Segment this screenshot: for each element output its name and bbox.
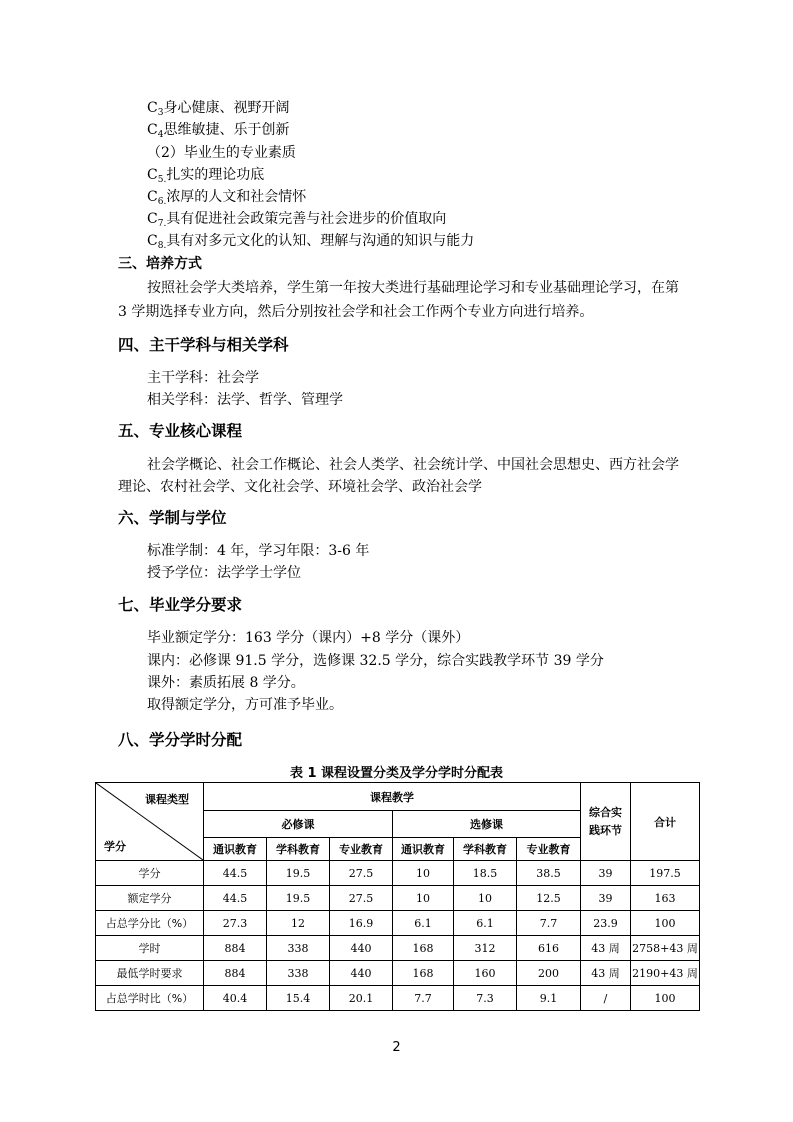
corner-top-label: 课程类型 [145, 793, 189, 806]
goal-item: $C_4$思维敏捷、乐于创新 [147, 122, 290, 140]
table-caption: 表 1 课程设置分类及学分学时分配表 [289, 766, 504, 781]
table-cell: 39 [581, 861, 631, 886]
table-cell: 884 [204, 936, 267, 961]
table-cell: 43 周 [581, 961, 631, 986]
table-cell: 338 [267, 961, 330, 986]
table-cell: 20.1 [330, 986, 393, 1011]
row-label: 学时 [96, 936, 204, 961]
table-cell: 12 [267, 911, 330, 936]
table-cell: 2190+43 周 [631, 961, 700, 986]
table-row [96, 936, 700, 961]
table-cell: 10 [393, 861, 454, 886]
section-7-line: 课外：素质拓展 8 学分。 [147, 675, 305, 691]
section-8-title: 八、学分学时分配 [118, 731, 243, 749]
credit-hour-table [95, 782, 700, 1011]
table-cell: 6.1 [393, 911, 454, 936]
table-cell: 7.7 [517, 911, 581, 936]
course-teaching-header: 课程教学 [204, 783, 581, 811]
table-cell: 100 [631, 911, 700, 936]
practice-header: 综合实践环节 [581, 783, 631, 861]
subheader-cell: 专业教育 [330, 838, 393, 861]
table-cell: 44.5 [204, 861, 267, 886]
table-cell: 9.1 [517, 986, 581, 1011]
table-cell: 27.5 [330, 861, 393, 886]
page-number: 2 [392, 1040, 401, 1055]
table-cell: 884 [204, 961, 267, 986]
table-cell: 440 [330, 936, 393, 961]
table-row [96, 911, 700, 936]
table-cell: 43 周 [581, 936, 631, 961]
table-row [96, 886, 700, 911]
section-5-paragraph: 社会学概论、社会工作概论、社会人类学、社会统计学、中国社会思想史、西方社会学 [147, 457, 679, 473]
section-3-title: 三、培养方式 [118, 256, 202, 272]
row-label: 学分 [96, 861, 204, 886]
section-7-line: 毕业额定学分：163 学分（课内）+8 学分（课外） [147, 630, 470, 646]
table-cell: 440 [330, 961, 393, 986]
table-cell: 200 [517, 961, 581, 986]
table-row [96, 861, 700, 886]
section-4-line: 相关学科：法学、哲学、管理学 [147, 392, 343, 408]
subheader-cell: 学科教育 [267, 838, 330, 861]
table-row [96, 961, 700, 986]
table-cell: 38.5 [517, 861, 581, 886]
table-corner-cell [96, 783, 204, 861]
goal-item: $C_{8.}$具有对多元文化的认知、理解与沟通的知识与能力 [147, 233, 475, 251]
corner-bottom-label: 学分 [104, 840, 126, 853]
table-cell: 312 [454, 936, 517, 961]
required-header: 必修课 [204, 811, 393, 838]
goal-item: $C_{5.}$扎实的理论功底 [147, 167, 265, 185]
section-7-title: 七、毕业学分要求 [118, 596, 243, 614]
table-cell: 6.1 [454, 911, 517, 936]
table-cell: 15.4 [267, 986, 330, 1011]
table-header-row [96, 783, 700, 811]
table-cell: / [581, 986, 631, 1011]
table-cell: 168 [393, 961, 454, 986]
table-cell: 160 [454, 961, 517, 986]
table-cell: 7.7 [393, 986, 454, 1011]
section-7-line: 取得额定学分，方可准予毕业。 [147, 697, 343, 713]
goal-subheading: （2）毕业生的专业素质 [147, 145, 296, 161]
subheader-cell: 学科教育 [454, 838, 517, 861]
section-4-title: 四、主干学科与相关学科 [118, 336, 289, 354]
table-cell: 23.9 [581, 911, 631, 936]
section-6-title: 六、学制与学位 [118, 509, 227, 527]
table-cell: 39 [581, 886, 631, 911]
total-header: 合计 [631, 783, 700, 861]
section-3-paragraph: 3 学期选择专业方向，然后分别按社会学和社会工作两个专业方向进行培养。 [118, 304, 594, 320]
goal-item: $C_3$身心健康、视野开阔 [147, 100, 290, 118]
subheader-cell: 通识教育 [393, 838, 454, 861]
table-cell: 40.4 [204, 986, 267, 1011]
table-row [96, 986, 700, 1011]
table-cell: 338 [267, 936, 330, 961]
table-cell: 19.5 [267, 886, 330, 911]
table-cell: 2758+43 周 [631, 936, 700, 961]
row-label: 最低学时要求 [96, 961, 204, 986]
table-cell: 168 [393, 936, 454, 961]
elective-header: 选修课 [393, 811, 581, 838]
table-cell: 27.3 [204, 911, 267, 936]
section-5-title: 五、专业核心课程 [118, 422, 243, 440]
table-cell: 163 [631, 886, 700, 911]
goal-item: $C_{6.}$浓厚的人文和社会情怀 [147, 189, 307, 207]
row-label: 占总学时比（%） [96, 986, 204, 1011]
row-label: 额定学分 [96, 886, 204, 911]
table-cell: 27.5 [330, 886, 393, 911]
table-cell: 18.5 [454, 861, 517, 886]
table-cell: 19.5 [267, 861, 330, 886]
table-cell: 616 [517, 936, 581, 961]
table-cell: 12.5 [517, 886, 581, 911]
subheader-cell: 专业教育 [517, 838, 581, 861]
section-6-line: 标准学制：4 年，学习年限：3-6 年 [147, 543, 370, 559]
section-5-paragraph: 理论、农村社会学、文化社会学、环境社会学、政治社会学 [118, 479, 482, 495]
subheader-cell: 通识教育 [204, 838, 267, 861]
table-cell: 100 [631, 986, 700, 1011]
table-cell: 44.5 [204, 886, 267, 911]
table-cell: 16.9 [330, 911, 393, 936]
section-7-line: 课内：必修课 91.5 学分，选修课 32.5 学分，综合实践教学环节 39 学分 [147, 653, 604, 669]
section-4-line: 主干学科：社会学 [147, 370, 259, 386]
table-cell: 197.5 [631, 861, 700, 886]
table-cell: 10 [454, 886, 517, 911]
table-cell: 7.3 [454, 986, 517, 1011]
section-3-paragraph: 按照社会学大类培养，学生第一年按大类进行基础理论学习和专业基础理论学习，在第 [147, 280, 679, 296]
goal-item: $C_{7.}$具有促进社会政策完善与社会进步的价值取向 [147, 211, 447, 229]
table-cell: 10 [393, 886, 454, 911]
section-6-line: 授予学位：法学学士学位 [147, 565, 301, 581]
row-label: 占总学分比（%） [96, 911, 204, 936]
